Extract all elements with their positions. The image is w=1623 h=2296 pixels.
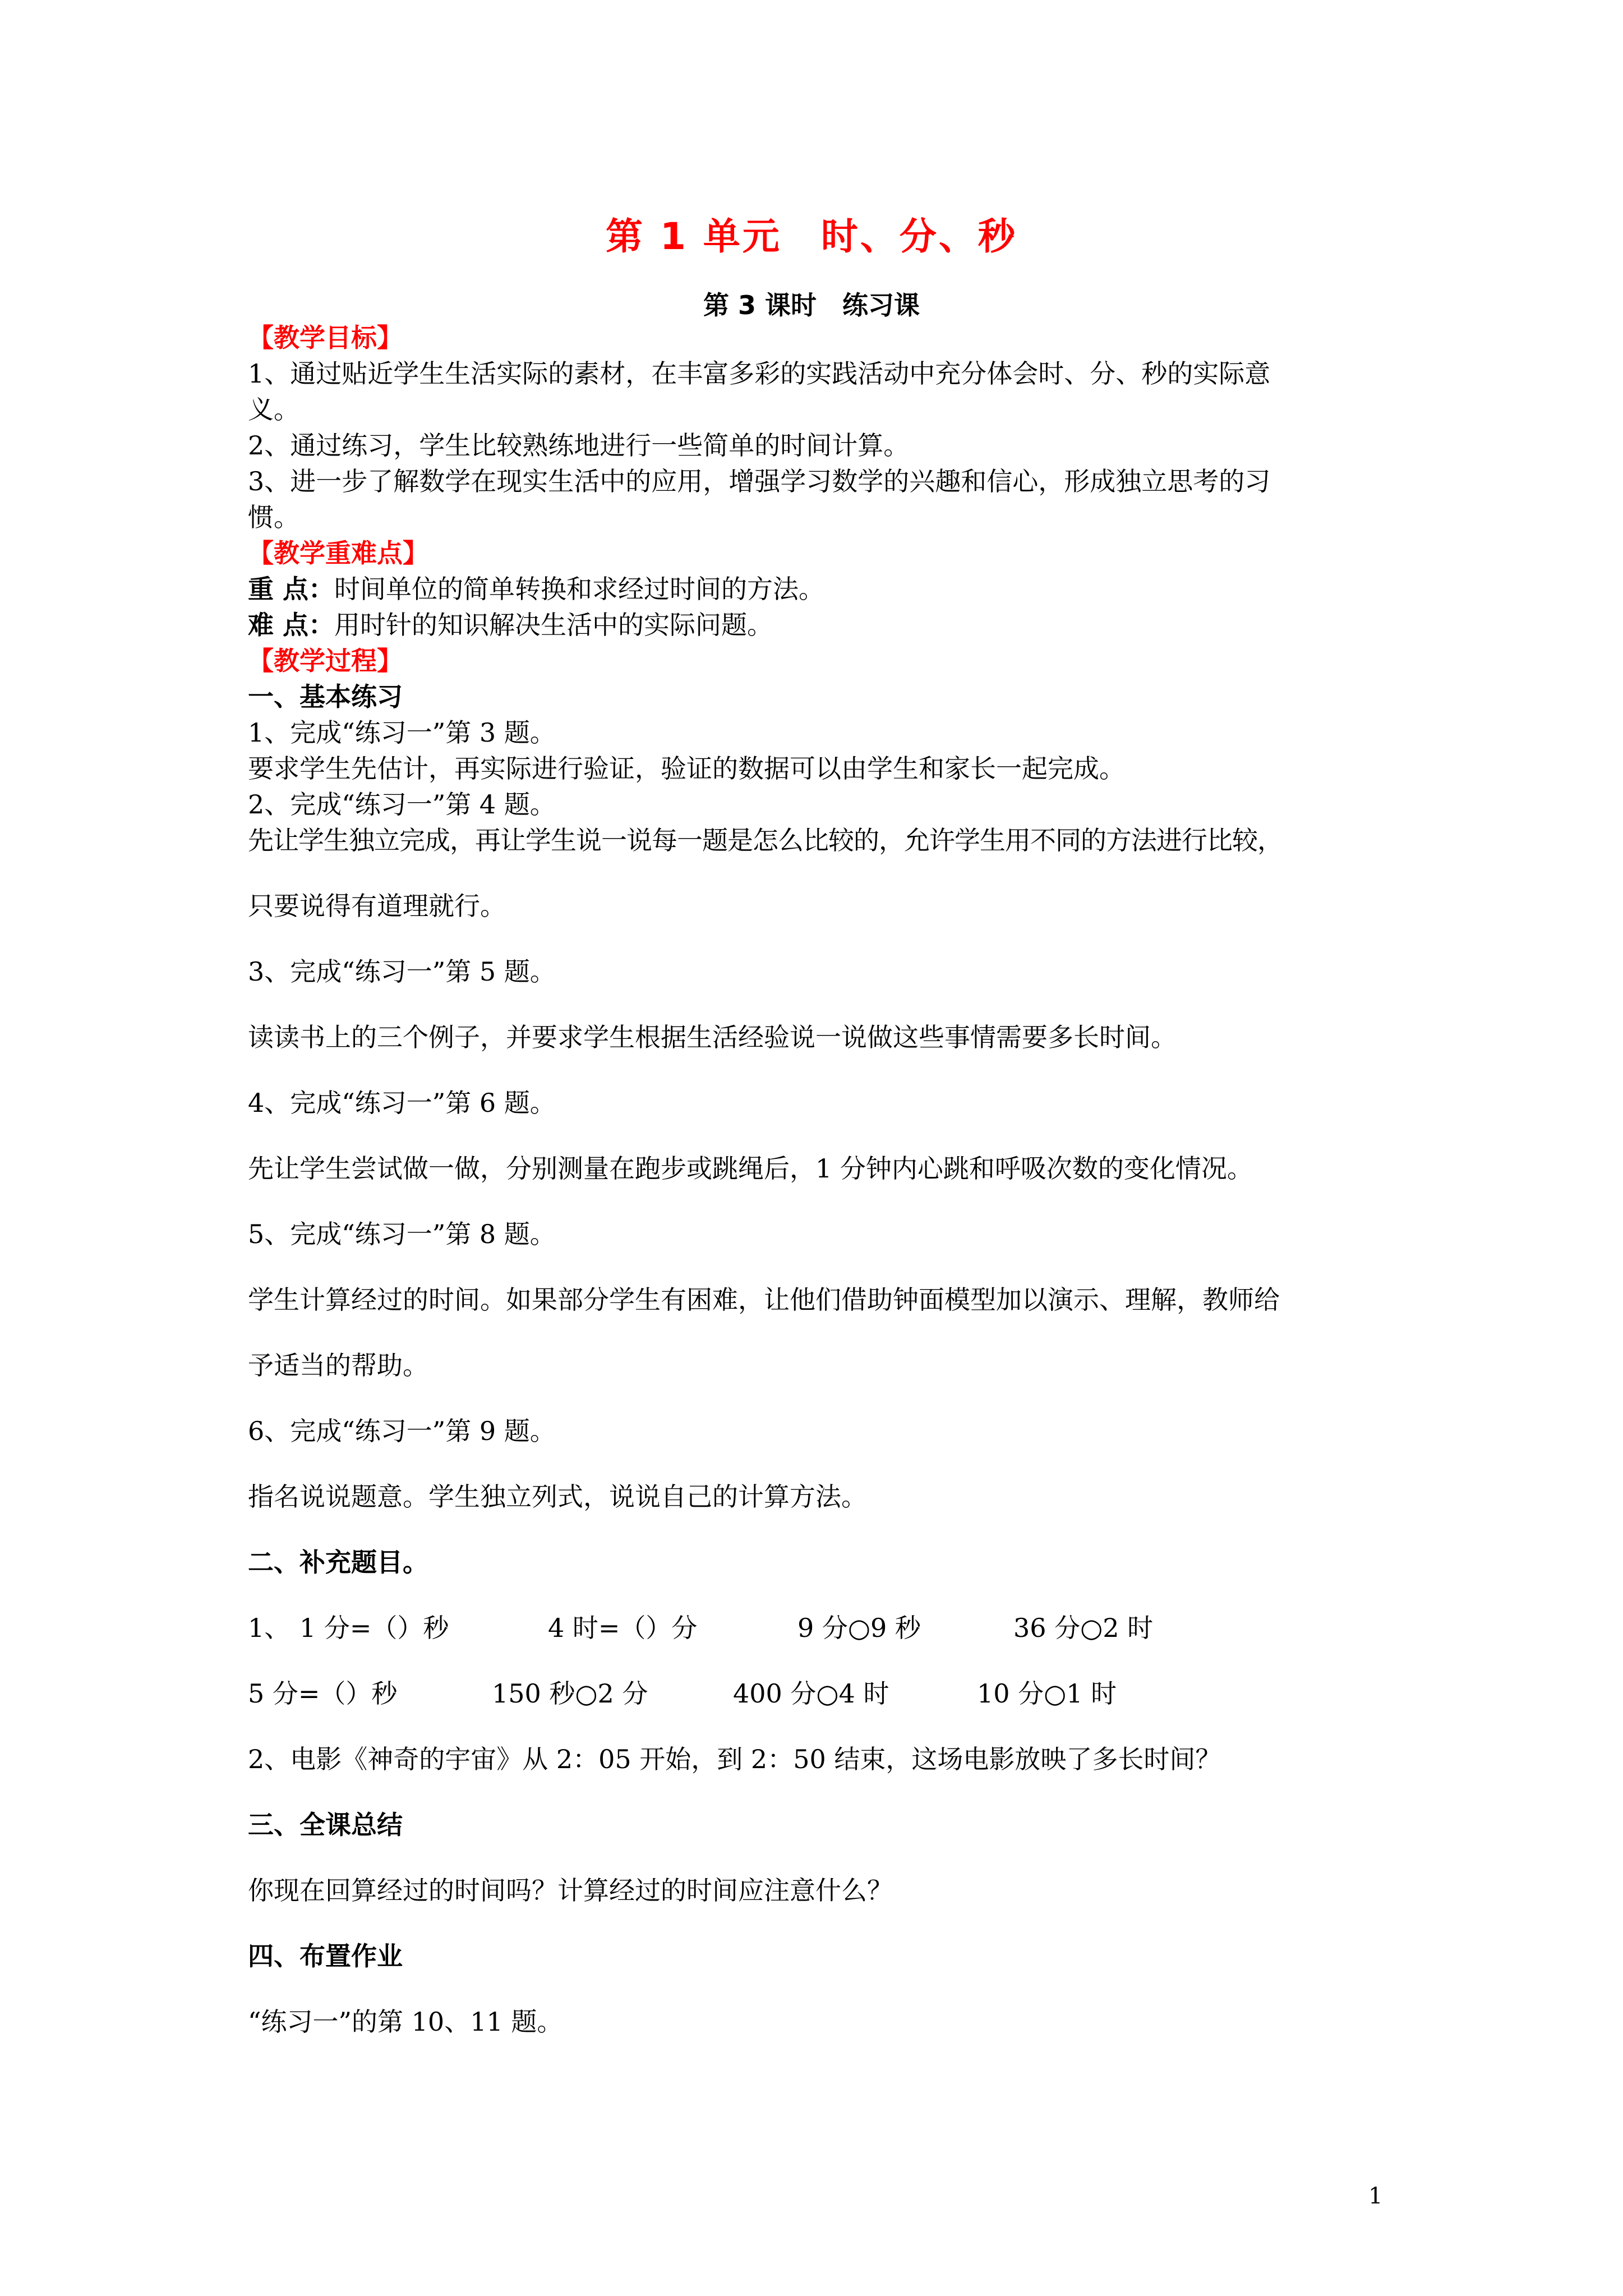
exercise-1: 1、完成“练习一”第 3 题。 [248,717,556,748]
section-4-heading: 四、布置作业 [248,1941,403,1971]
document-body [248,320,1403,2040]
goal-1-line-2: 义。 [248,394,299,425]
section-1-heading: 一、基本练习 [248,682,403,712]
goal-1-line-1: 1、通过贴近学生生活实际的素材，在丰富多彩的实践活动中充分体会时、分、秒的实际意 [248,358,1271,389]
conversion-item: 1 分=（）秒 [299,1613,449,1643]
exercise-2-desc-line-1: 先让学生独立完成，再让学生说一说每一题是怎么比较的，允许学生用不同的方法进行比较， [248,825,1283,855]
key-points-heading: 【教学重难点】 [248,538,428,568]
summary-text: 你现在回算经过的时间吗？计算经过的时间应注意什么？ [248,1875,893,1906]
conversion-item: 5 分=（）秒 [248,1678,398,1709]
difficult-point [248,607,1403,643]
key-point-label: 重 点： [248,574,335,604]
exercise-2-desc-line-2: 只要说得有道理就行。 [248,891,506,921]
section-3-heading: 三、全课总结 [248,1810,403,1840]
exercise-1-desc: 要求学生先估计，再实际进行验证，验证的数据可以由学生和家长一起完成。 [248,753,1125,784]
exercise-3: 3、完成“练习一”第 5 题。 [248,956,556,987]
key-point [248,571,1403,607]
comparison-item: 150 秒○2 分 [492,1678,648,1709]
exercise-6-desc: 指名说说题意。学生独立列式，说说自己的计算方法。 [248,1481,867,1512]
page-number: 1 [1368,2183,1383,2209]
exercise-4: 4、完成“练习一”第 6 题。 [248,1088,556,1118]
exercise-2: 2、完成“练习一”第 4 题。 [248,789,556,820]
difficult-point-text: 用时针的知识解决生活中的实际问题。 [334,610,773,640]
section-2-heading: 二、补充题目。 [248,1547,428,1577]
comparison-item: 36 分○2 时 [1013,1613,1154,1643]
unit-title: 第 1 单元 时、分、秒 [606,215,1017,258]
difficult-point-label: 难 点： [248,610,335,640]
goals-heading: 【教学目标】 [248,323,403,353]
comparison-item: 10 分○1 时 [977,1678,1117,1709]
supplement-question-1-row-1 [248,1610,1403,1646]
exercise-5-desc-line-1: 学生计算经过的时间。如果部分学生有困难，让他们借助钟面模型加以演示、理解，教师给 [248,1285,1280,1315]
comparison-item: 400 分○4 时 [733,1678,889,1709]
exercise-3-desc: 读读书上的三个例子，并要求学生根据生活经验说一说做这些事情需要多长时间。 [248,1022,1177,1052]
supplement-question-1-row-2 [248,1676,1403,1711]
homework-text: “练习一”的第 10、11 题。 [248,2007,563,2037]
goal-3-line-2: 惯。 [248,502,299,532]
exercise-5-desc-line-2: 予适当的帮助。 [248,1350,428,1381]
comparison-item: 9 分○9 秒 [797,1613,921,1643]
conversion-item: 4 时=（）分 [548,1613,698,1643]
lesson-subtitle: 第 3 课时 练习课 [703,290,920,320]
goal-2: 2、通过练习，学生比较熟练地进行一些简单的时间计算。 [248,430,910,461]
process-heading: 【教学过程】 [248,646,403,676]
key-point-text: 时间单位的简单转换和求经过时间的方法。 [334,574,825,604]
exercise-6: 6、完成“练习一”第 9 题。 [248,1416,556,1446]
exercise-4-desc: 先让学生尝试做一做，分别测量在跑步或跳绳后，1 分钟内心跳和呼吸次数的变化情况。 [248,1153,1253,1184]
supplement-question-2: 2、电影《神奇的宇宙》从 2：05 开始，到 2：50 结束，这场电影放映了多长时间？ [248,1744,1221,1774]
question-1-prefix: 1、 [248,1613,291,1643]
exercise-5: 5、完成“练习一”第 8 题。 [248,1219,556,1249]
goal-3-line-1: 3、进一步了解数学在现实生活中的应用，增强学习数学的兴趣和信心，形成独立思考的习 [248,466,1271,496]
